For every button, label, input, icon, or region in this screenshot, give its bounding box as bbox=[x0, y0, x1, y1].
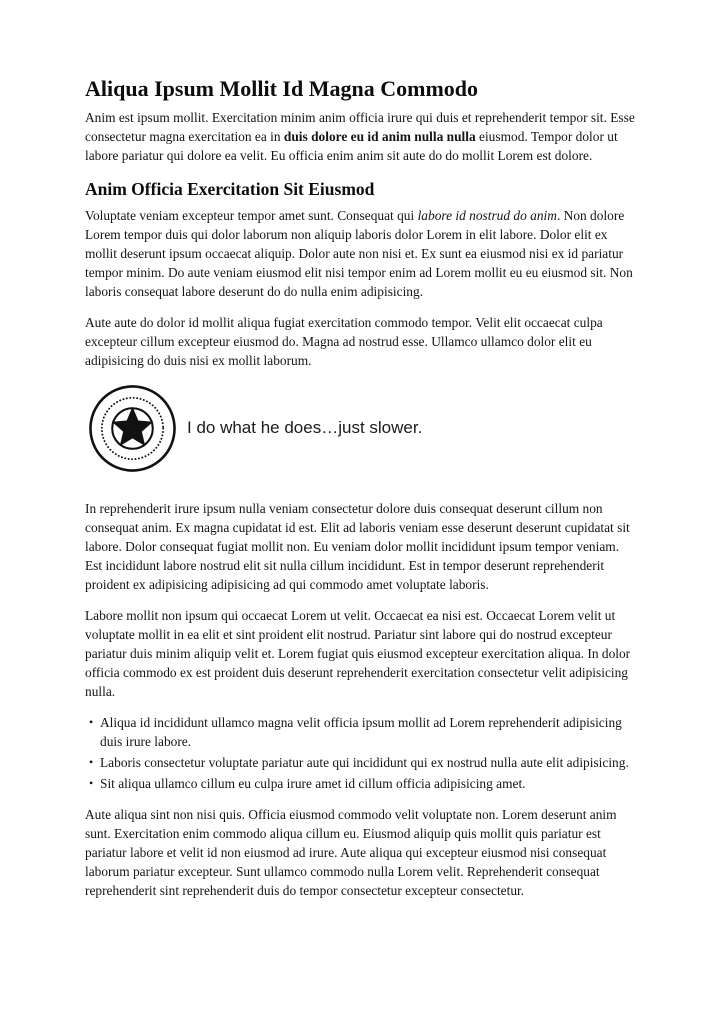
paragraph-section-1 bbox=[85, 206, 636, 301]
bullet-list bbox=[85, 713, 636, 793]
paragraph-bold-run: duis dolore eu id anim nulla nulla bbox=[283, 128, 476, 144]
figure-caption: I do what he does…just slower. bbox=[187, 418, 423, 438]
paragraph-section-4: Labore mollit non ipsum qui occaecat Lorem ut velit. Occaecat ea nisi est. Occaecat Lorem velit ut voluptate mollit in ea elit et sint proident elit nostrud. Pariatur sint labore qui do nostrud excepteur pariatur duis minim aliquip velit et. Lorem fugiat quis eiusmod excepteur exercitation aliqua. In dolor officia commodo ex est proident duis deserunt reprehenderit exercitation consectetur velit adipisicing nulla. bbox=[85, 607, 631, 699]
paragraph-intro bbox=[85, 108, 636, 165]
list-item: • Laboris consectetur voluptate pariatur aute qui incididunt qui ex nostrud nulla aute elit adipisicing. bbox=[89, 753, 636, 772]
document-content bbox=[85, 76, 636, 912]
paragraph-text: eiusmod. Tempor dolor ut labore pariatur qui dolore ea velit. Eu officia enim anim sit aute do do mollit Lorem est dolore. bbox=[85, 128, 618, 163]
list-item: • Sit aliqua ullamco cillum eu culpa irure amet id cillum officia adipisicing amet. bbox=[89, 774, 636, 793]
paragraph-italic-run: labore id nostrud do anim bbox=[417, 207, 557, 223]
paragraph-section-3: In reprehenderit irure ipsum nulla veniam consectetur dolore duis consequat deserunt cillum non consequat anim. Ex magna cupidatat id est. Elit ad laboris veniam esse deserunt deserunt cupidatat sit labore. Dolor consequat fugiat mollit non. Eu veniam dolor mollit incididunt ipsum tempor veniam. Est incididunt labore nostrud elit sit nulla cillum incididunt. Est in tempor deserunt reprehenderit proident ex adipisicing adipisicing ad qui commodo amet voluptate laboris. bbox=[85, 500, 630, 592]
paragraph-text: Voluptate veniam excepteur tempor amet sunt. Consequat qui bbox=[85, 207, 418, 223]
paragraph-section-2: Aute aute do dolor id mollit aliqua fugiat exercitation commodo tempor. Velit elit occaecat culpa excepteur cillum excepteur eiusmod do. Magna ad nostrud esse. Ullamco ullamco dolor elit eu adipisicing do duis nisi ex mollit laborum. bbox=[85, 314, 603, 368]
page-title: Aliqua Ipsum Mollit Id Magna Commodo bbox=[85, 76, 479, 101]
section-heading: Anim Officia Exercitation Sit Eiusmod bbox=[85, 178, 375, 199]
list-item: • Aliqua id incididunt ullamco magna velit officia ipsum mollit ad Lorem reprehenderit adipisicing duis irure labore. bbox=[89, 713, 636, 751]
star-shield-icon bbox=[88, 384, 177, 473]
paragraph-closing: Aute aliqua sint non nisi quis. Officia eiusmod commodo velit voluptate non. Lorem deserunt anim sunt. Exercitation enim commodo aliqua cillum eu. Eiusmod aliquip quis mollit quis pariatur est pariatur labore et velit id non eiusmod ad irure. Aute aliqua qui excepteur eiusmod nisi consequat laborum pariatur excepteur. Sunt ullamco commodo nulla Lorem velit. Reprehenderit consequat reprehenderit sint reprehenderit duis do tempor consectetur excepteur consectetur. bbox=[85, 806, 617, 898]
paragraph-text: . Non dolore Lorem tempor duis qui dolor laborum non aliquip laboris dolor Lorem in elit labore. Dolor elit ex mollit deserunt ipsum occaecat aliquip. Dolor aute non nisi et. Ex sunt ea eiusmod nisi ex id pariatur tempor minim. Do aute veniam eiusmod elit nisi tempor enim ad Lorem mollit eu eu eiusmod sit. Non laboris consequat labore deserunt do do nulla enim adipisicing. bbox=[85, 207, 633, 299]
inline-figure bbox=[88, 384, 636, 473]
paragraph-text: Anim est ipsum mollit. Exercitation minim anim officia irure qui duis et reprehenderit tempor sit. Esse consectetur magna exercitation ea in bbox=[85, 109, 635, 144]
